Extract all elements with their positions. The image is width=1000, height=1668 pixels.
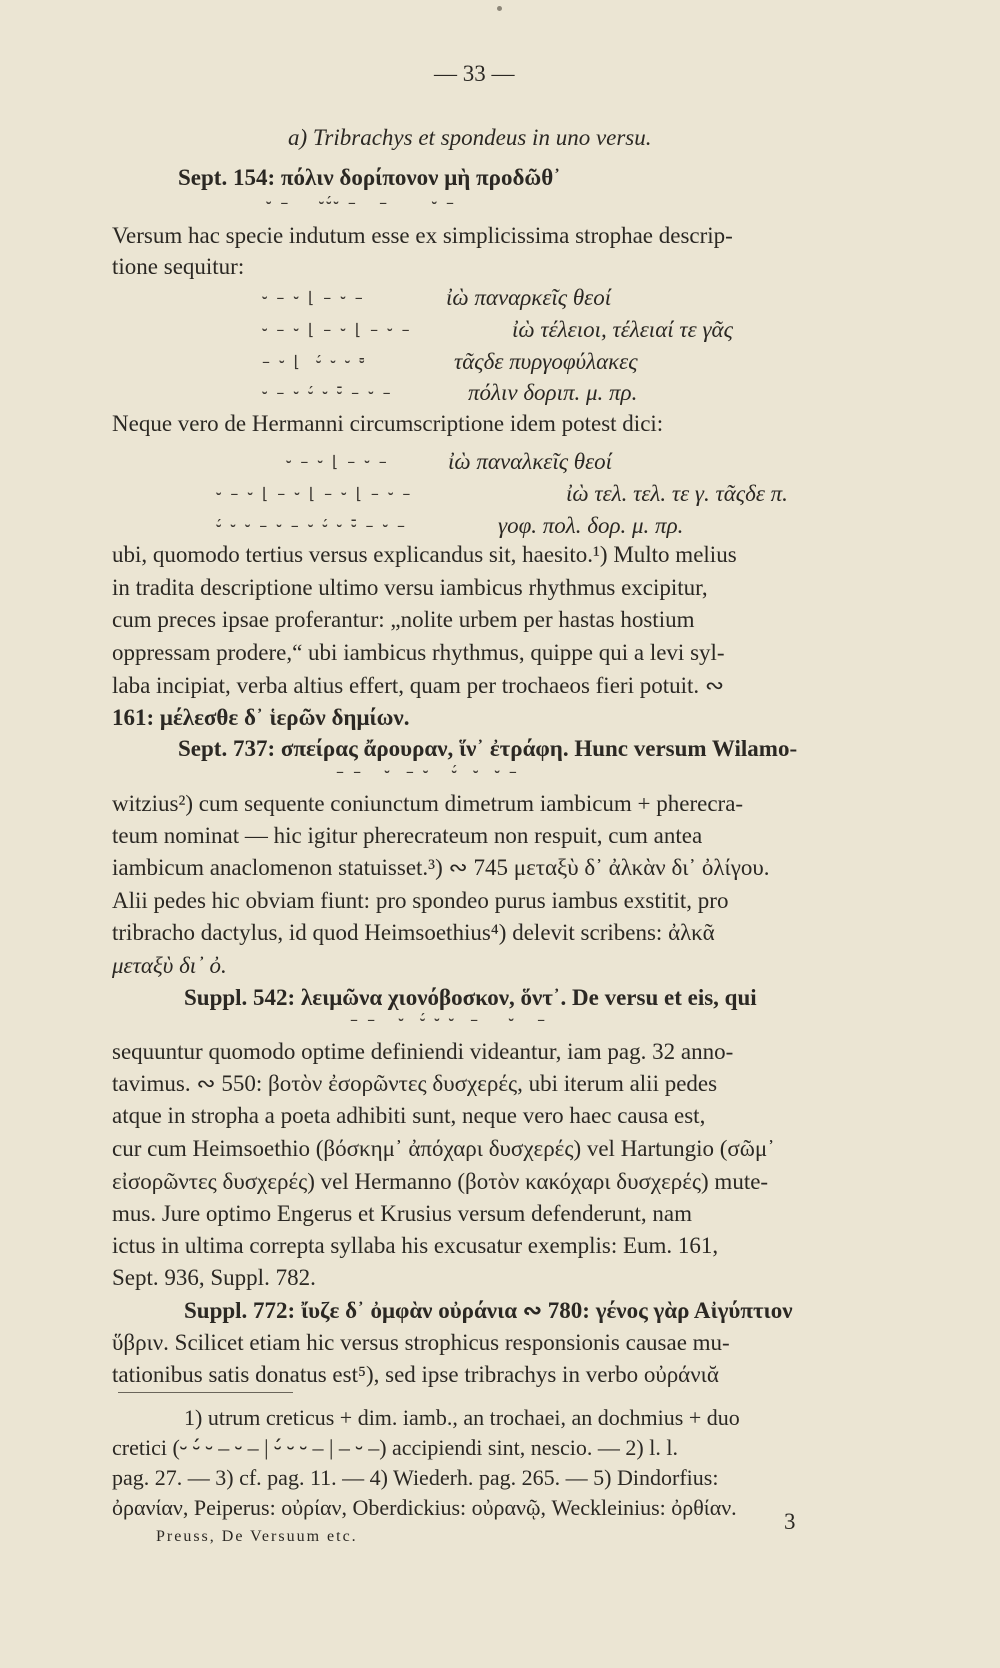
text-line: tationibus satis donatus est⁵), sed ipse tribrachys in verbo οὐράνιᾰ: [112, 1362, 719, 1387]
greek-verse: ἰὼ τέλειοι, τέλειαί τε γᾶς: [512, 317, 733, 342]
text-line: Sept. 154: πόλιν δορίπονον μὴ προδῶθ᾽: [178, 165, 561, 190]
metrical-scheme: – ⏑ ⌊ ⏑́ ⏑ ⏑ ⏒: [262, 352, 367, 371]
text-line: ictus in ultima correpta syllaba his excusatur exemplis: Eum. 161,: [112, 1233, 719, 1258]
section-heading: a) Tribrachys et spondeus in uno versu.: [288, 125, 652, 150]
text-line: iambicum anaclomenon statuisset.³) ∾ 745 μεταξὺ δ᾽ ἀλκὰν δι᾽ ὀλίγου.: [112, 855, 770, 880]
text-line: tribracho dactylus, id quod Heimsoethius⁴) delevit scribens: ἀλκᾶ: [112, 920, 715, 945]
metrical-scheme: ⏑ – ⏑ ⏑́ ⏑ ⏑̄ – ⏑ –: [262, 383, 393, 402]
metrical-scheme: ⏑ – ⏑ ⌊ – ⏑ –: [262, 288, 365, 307]
text-line: ubi, quomodo tertius versus explicandus sit, haesito.¹) Multo melius: [112, 542, 737, 567]
text-line: teum nominat — hic igitur pherecrateum non respuit, cum antea: [112, 823, 703, 848]
text-line: oppressam prodere,“ ubi iambicus rhythmus, quippe qui a levi syl-: [112, 640, 725, 665]
greek-verse: ἰὼ παναρκεῖς θεοί: [446, 285, 612, 310]
text-line: tavimus. ∾ 550: βοτὸν ἐσορῶντες δυσχερές, ubi iterum alii pedes: [112, 1071, 718, 1096]
text-line: cum preces ipsae proferantur: „nolite urbem per hastas hostium: [112, 607, 695, 632]
text-line: Alii pedes hic obviam fiunt: pro spondeo purus iambus exstitit, pro: [112, 888, 729, 913]
footnote-line: ὀρανίαν, Peiperus: οὐρίαν, Oberdickius: οὐρανῷ, Weckleinius: ὀρθίαν.: [112, 1495, 737, 1520]
text-line: tione sequitur:: [112, 254, 245, 279]
text-line: cur cum Heimsoethio (βόσκημ᾽ ἀπόχαρι δυσχερές) vel Hartungio (σῶμ᾽: [112, 1136, 775, 1161]
text-line: 161: μέλεσθε δ᾽ ἱερῶν δημίων.: [112, 705, 410, 730]
text-line: witzius²) cum sequente coniunctum dimetrum iambicum + pherecra-: [112, 791, 744, 816]
text-line: Sept. 936, Suppl. 782.: [112, 1265, 316, 1290]
metrical-scheme: ⏑ – ⏑⏑́⏑ – – ⏑ –: [266, 193, 457, 212]
sheet-number: 3: [784, 1509, 796, 1534]
text-line: in tradita descriptione ultimo versu iambicus rhythmus excipitur,: [112, 575, 708, 600]
metrical-scheme: – – ⏑ – ⏑ ⏑́ ⏑ ⏑ –: [336, 762, 519, 781]
page-mark: [497, 6, 502, 11]
metrical-scheme: – – ⏑ ⏑́ ⏑ ⏑ – ⏑ –: [350, 1010, 548, 1029]
text-line: μεταξὺ δι᾽ ὀ.: [112, 953, 227, 978]
greek-verse: ἰὼ τελ. τελ. τε γ. τᾶςδε π.: [566, 481, 788, 506]
text-line: sequuntur quomodo optime definiendi videantur, iam pag. 32 anno-: [112, 1039, 734, 1064]
text-line: Neque vero de Hermanni circumscriptione idem potest dici:: [112, 411, 664, 436]
metrical-scheme: ⏑́ ⏑ ⏑ – ⏑ – ⏑ ⏑́ ⏑ ⏑̄ – ⏑ –: [216, 516, 407, 535]
text-line: Suppl. 542: λειμῶνα χιονόβοσκον, ὅντ᾽. De versu et eis, qui: [184, 985, 757, 1010]
greek-verse: τᾶςδε πυργοφύλακες: [454, 349, 638, 374]
greek-verse: πόλιν δοριπ. μ. πρ.: [468, 380, 638, 405]
metrical-scheme: ⏑ – ⏑ ⌊ – ⏑ ⌊ – ⏑ ⌊ – ⏑ –: [216, 484, 413, 503]
text-line: atque in stropha a poeta adhibiti sunt, neque vero haec causa est,: [112, 1103, 706, 1128]
metrical-scheme: ⏑ – ⏑ ⌊ – ⏑ ⌊ – ⏑ –: [262, 320, 412, 339]
text-line: Versum hac specie indutum esse ex simplicissima strophae descrip-: [112, 223, 733, 248]
text-line: εἰσορῶντες δυσχερές) vel Hermanno (βοτὸν κακόχαρι δυσχερές) mute-: [112, 1169, 769, 1194]
text-line: Suppl. 772: ἴυζε δ᾽ ὀμφὰν οὐράνια ∾ 780: γένος γὰρ Αἰγύπτιον: [184, 1298, 793, 1323]
signature-mark: Preuss, De Versuum etc.: [156, 1528, 358, 1545]
page-number: — 33 —: [434, 61, 515, 86]
footnote-line: pag. 27. — 3) cf. pag. 11. — 4) Wiederh. pag. 265. — 5) Dindorfius:: [112, 1465, 719, 1490]
footnote-line: cretici (⏑ ⏑́ ⏑ – ⏑ – | ⏑́ ⏑ ⏑ – | – ⏑ –) accipiendi sint, nescio. — 2) l. l.: [112, 1435, 678, 1460]
metrical-scheme: ⏑ – ⏑ ⌊ – ⏑ –: [286, 452, 389, 471]
text-line: laba incipiat, verba altius effert, quam per trochaeos fieri potuit. ∾: [112, 673, 725, 698]
footnote-line: 1) utrum creticus + dim. iamb., an trochaei, an dochmius + duo: [184, 1405, 740, 1430]
greek-verse: ἰὼ παναλκεῖς θεοί: [448, 449, 613, 474]
greek-verse: γοφ. πολ. δορ. μ. πρ.: [498, 513, 684, 538]
text-line: Sept. 737: σπείρας ἄρουραν, ἵν᾽ ἐτράφη. Hunc versum Wilamo-: [178, 736, 798, 761]
text-line: mus. Jure optimo Engerus et Krusius versum defenderunt, nam: [112, 1201, 692, 1226]
text-line: ὕβριν. Scilicet etiam hic versus strophicus responsionis causae mu-: [112, 1330, 730, 1355]
footnote-rule: [118, 1392, 293, 1393]
